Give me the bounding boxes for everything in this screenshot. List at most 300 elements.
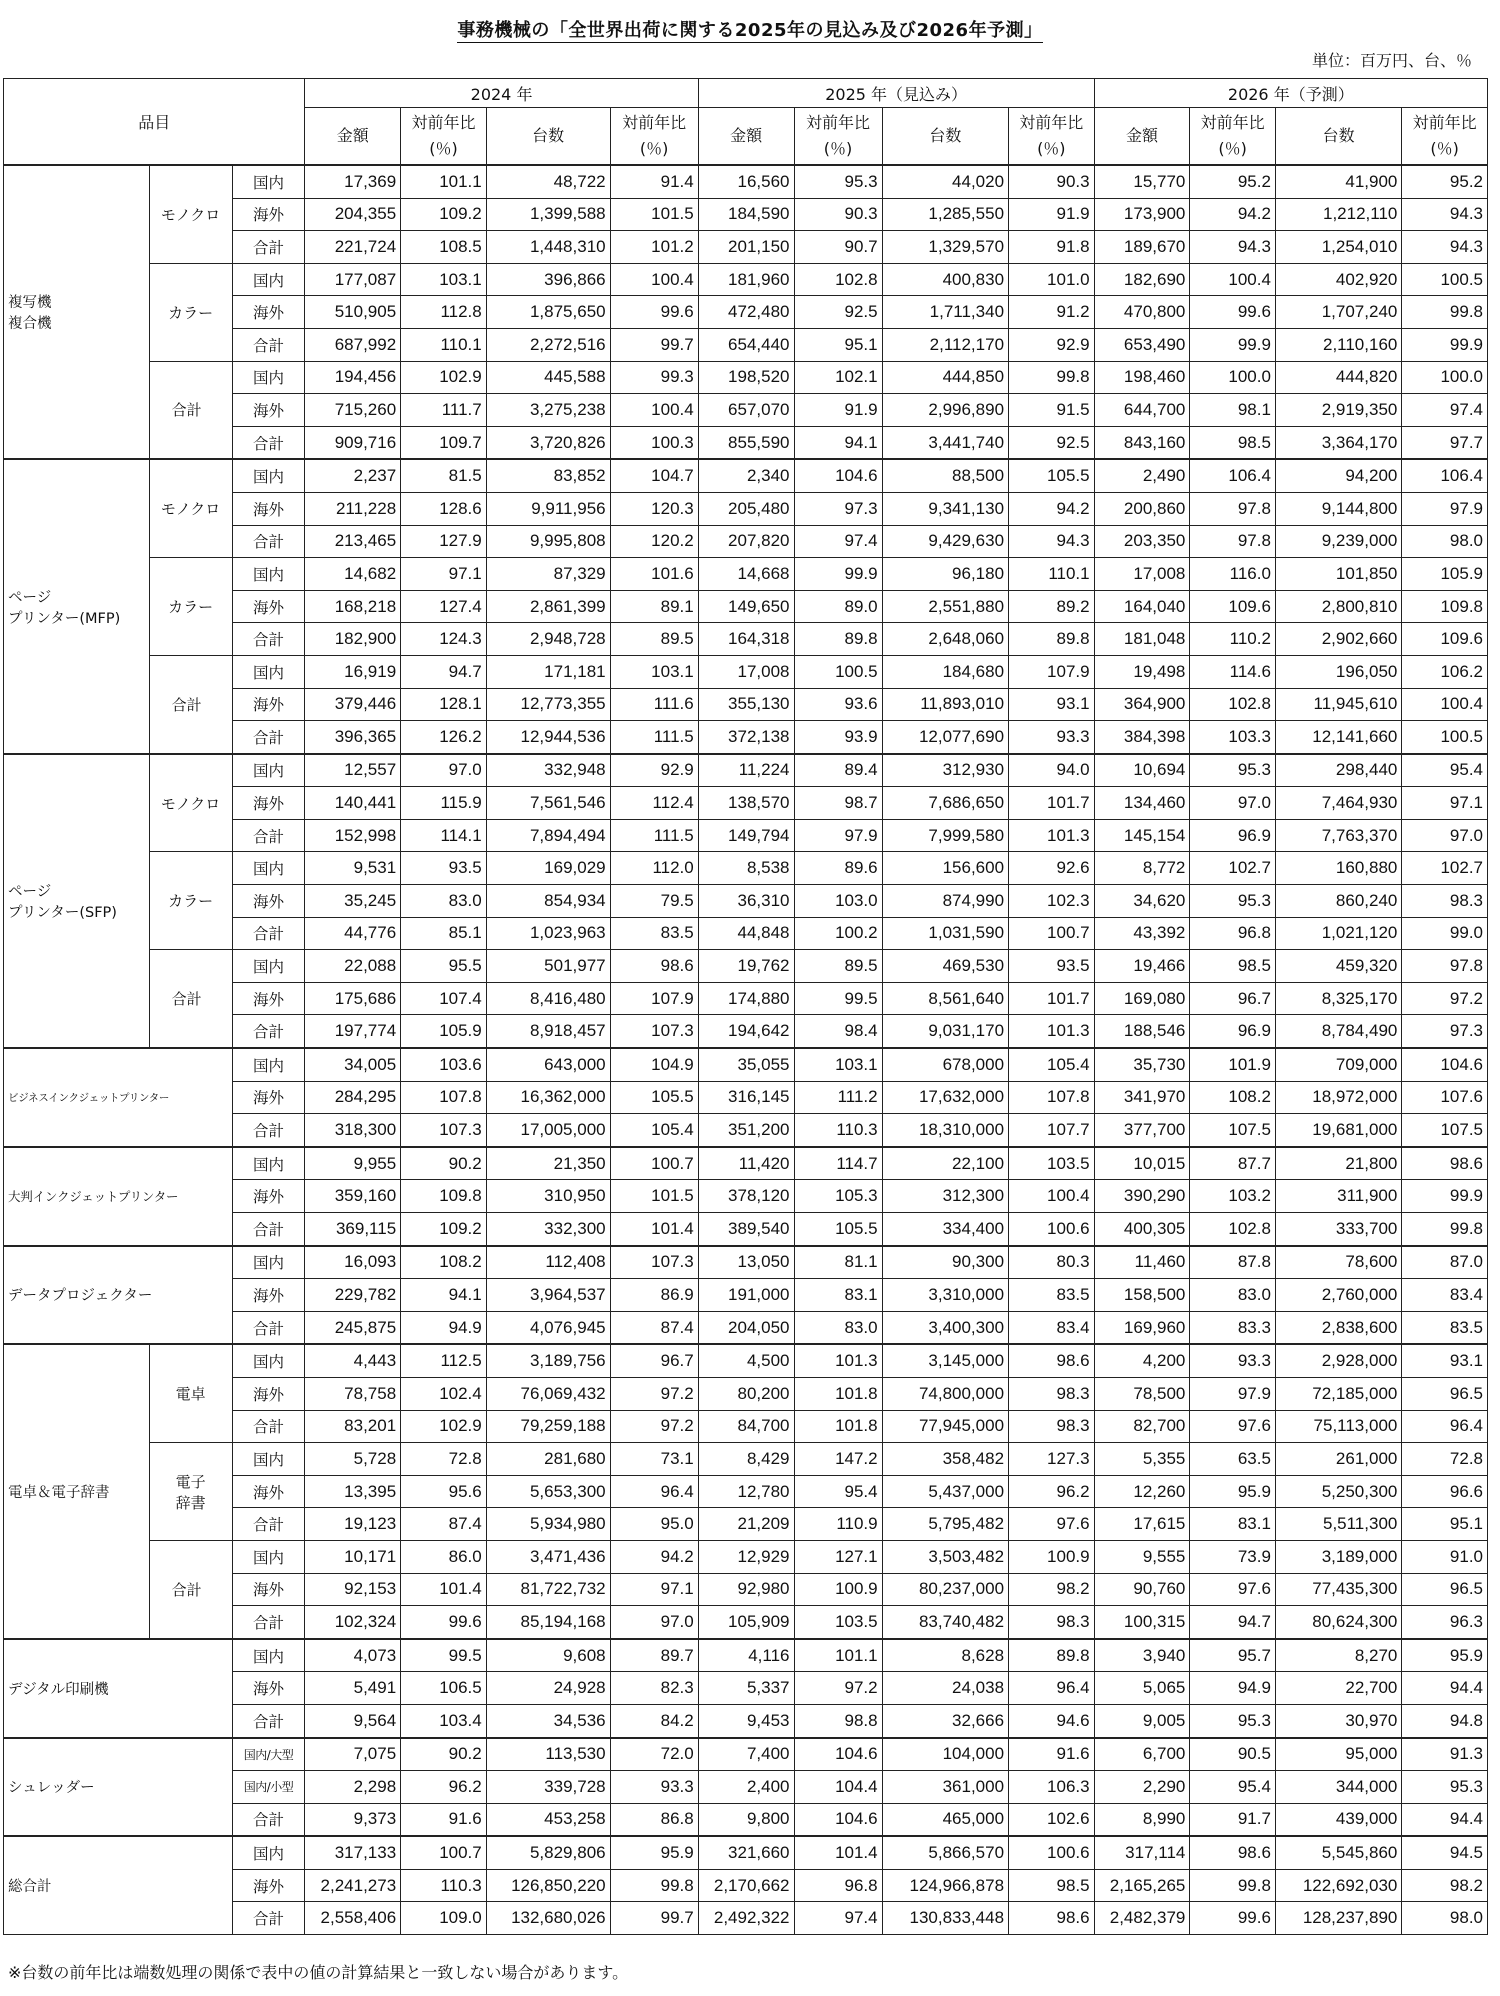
subcategory-label: カラー xyxy=(149,558,232,656)
value-cell: 19,681,000 xyxy=(1275,1114,1401,1147)
product-name: 複写機 複合機 xyxy=(4,165,150,459)
value-cell: 5,795,482 xyxy=(882,1508,1008,1541)
yoy-cell: 98.3 xyxy=(1402,885,1488,918)
yoy-cell: 94.6 xyxy=(1009,1704,1095,1737)
value-cell: 8,918,457 xyxy=(486,1015,610,1048)
value-cell: 7,686,650 xyxy=(882,787,1008,820)
value-cell: 35,245 xyxy=(305,885,401,918)
yoy-cell: 102.4 xyxy=(401,1377,487,1410)
value-cell: 11,945,610 xyxy=(1275,688,1401,721)
region-label: 国内 xyxy=(232,1540,305,1573)
value-cell: 245,875 xyxy=(305,1311,401,1344)
yoy-cell: 73.9 xyxy=(1190,1540,1276,1573)
value-cell: 74,800,000 xyxy=(882,1377,1008,1410)
region-label: 国内/小型 xyxy=(232,1771,305,1804)
region-label: 合計 xyxy=(232,917,305,950)
yoy-cell: 84.2 xyxy=(610,1704,698,1737)
value-cell: 369,115 xyxy=(305,1213,401,1246)
footnote: ※台数の前年比は端数処理の関係で表中の値の計算結果と一致しない場合があります。 xyxy=(8,1963,629,1982)
yoy-cell: 87.0 xyxy=(1402,1246,1488,1279)
product-name: ページ プリンター(SFP) xyxy=(4,754,150,1048)
year-header-2026: 2026 年（予測） xyxy=(1094,79,1487,108)
value-cell: 316,145 xyxy=(698,1081,794,1114)
value-cell: 396,365 xyxy=(305,721,401,754)
value-cell: 372,138 xyxy=(698,721,794,754)
value-cell: 182,900 xyxy=(305,623,401,656)
value-cell: 2,112,170 xyxy=(882,328,1008,361)
yoy-cell: 103.6 xyxy=(401,1048,487,1081)
value-cell: 156,600 xyxy=(882,852,1008,885)
value-cell: 204,050 xyxy=(698,1311,794,1344)
value-cell: 173,900 xyxy=(1094,198,1190,231)
region-label: 合計 xyxy=(232,1803,305,1836)
value-cell: 8,416,480 xyxy=(486,982,610,1015)
yoy-cell: 97.1 xyxy=(1402,787,1488,820)
value-cell: 2,996,890 xyxy=(882,394,1008,427)
table-row xyxy=(4,1836,1488,1869)
value-cell: 34,620 xyxy=(1094,885,1190,918)
yoy-header xyxy=(610,108,698,166)
yoy-cell: 98.3 xyxy=(1009,1410,1095,1443)
yoy-cell: 96.3 xyxy=(1402,1606,1488,1639)
value-cell: 77,435,300 xyxy=(1275,1573,1401,1606)
yoy-cell: 96.5 xyxy=(1402,1377,1488,1410)
yoy-cell: 94.7 xyxy=(1190,1606,1276,1639)
product-name: データプロジェクター xyxy=(4,1246,233,1345)
yoy-cell: 98.2 xyxy=(1402,1869,1488,1902)
value-cell: 5,355 xyxy=(1094,1443,1190,1476)
value-cell: 181,960 xyxy=(698,263,794,296)
value-cell: 13,395 xyxy=(305,1475,401,1508)
yoy-cell: 109.6 xyxy=(1402,623,1488,656)
value-cell: 32,666 xyxy=(882,1704,1008,1737)
region-label: 合計 xyxy=(232,721,305,754)
value-cell: 7,400 xyxy=(698,1738,794,1771)
yoy-cell: 94.2 xyxy=(1009,492,1095,525)
yoy-cell: 102.7 xyxy=(1402,852,1488,885)
yoy-cell: 100.0 xyxy=(1402,361,1488,394)
yoy-cell: 83.0 xyxy=(401,885,487,918)
item-header: 品目 xyxy=(4,79,305,166)
value-cell: 341,970 xyxy=(1094,1081,1190,1114)
value-cell: 400,305 xyxy=(1094,1213,1190,1246)
yoy-cell: 89.4 xyxy=(794,754,882,787)
value-cell: 2,838,600 xyxy=(1275,1311,1401,1344)
value-cell: 281,680 xyxy=(486,1443,610,1476)
value-cell: 359,160 xyxy=(305,1180,401,1213)
value-cell: 860,240 xyxy=(1275,885,1401,918)
value-cell: 158,500 xyxy=(1094,1279,1190,1312)
value-cell: 75,113,000 xyxy=(1275,1410,1401,1443)
value-cell: 3,471,436 xyxy=(486,1540,610,1573)
value-cell: 4,073 xyxy=(305,1639,401,1672)
yoy-cell: 99.5 xyxy=(794,982,882,1015)
value-cell: 21,350 xyxy=(486,1147,610,1180)
value-cell: 171,181 xyxy=(486,655,610,688)
region-label: 合計 xyxy=(232,426,305,459)
yoy-cell: 106.2 xyxy=(1402,655,1488,688)
yoy-cell: 103.1 xyxy=(401,263,487,296)
region-label: 海外 xyxy=(232,787,305,820)
yoy-cell: 94.2 xyxy=(610,1540,698,1573)
yoy-cell: 105.4 xyxy=(1009,1048,1095,1081)
yoy-cell: 83.1 xyxy=(1190,1508,1276,1541)
yoy-cell: 99.8 xyxy=(610,1869,698,1902)
yoy-cell: 98.6 xyxy=(1009,1344,1095,1377)
value-cell: 2,482,379 xyxy=(1094,1902,1190,1935)
yoy-cell: 100.4 xyxy=(610,394,698,427)
value-cell: 2,165,265 xyxy=(1094,1869,1190,1902)
value-cell: 2,170,662 xyxy=(698,1869,794,1902)
value-cell: 5,866,570 xyxy=(882,1836,1008,1869)
yoy-cell: 97.2 xyxy=(610,1377,698,1410)
yoy-cell: 101.5 xyxy=(610,198,698,231)
value-cell: 203,350 xyxy=(1094,525,1190,558)
yoy-header xyxy=(1402,108,1488,166)
value-cell: 8,990 xyxy=(1094,1803,1190,1836)
header-row-years xyxy=(4,79,1488,108)
yoy-cell: 94.9 xyxy=(401,1311,487,1344)
yoy-cell: 97.2 xyxy=(610,1410,698,1443)
yoy-cell: 105.5 xyxy=(1009,459,1095,492)
product-name: ビジネスインクジェットプリンター xyxy=(4,1048,233,1147)
yoy-cell: 104.4 xyxy=(794,1771,882,1804)
yoy-cell: 83.4 xyxy=(1402,1279,1488,1312)
yoy-cell: 73.1 xyxy=(610,1443,698,1476)
value-cell: 8,772 xyxy=(1094,852,1190,885)
yoy-cell: 98.0 xyxy=(1402,525,1488,558)
value-cell: 169,080 xyxy=(1094,982,1190,1015)
yoy-cell: 83.3 xyxy=(1190,1311,1276,1344)
yoy-cell: 99.9 xyxy=(1190,328,1276,361)
value-cell: 358,482 xyxy=(882,1443,1008,1476)
yoy-cell: 110.3 xyxy=(794,1114,882,1147)
yoy-cell: 99.7 xyxy=(610,328,698,361)
yoy-cell: 100.4 xyxy=(1190,263,1276,296)
region-label: 国内 xyxy=(232,1443,305,1476)
table-row xyxy=(4,655,1488,688)
yoy-cell: 105.5 xyxy=(610,1081,698,1114)
value-cell: 126,850,220 xyxy=(486,1869,610,1902)
value-cell: 469,530 xyxy=(882,950,1008,983)
yoy-cell: 109.6 xyxy=(1190,590,1276,623)
yoy-cell: 94.4 xyxy=(1402,1672,1488,1705)
value-cell: 5,437,000 xyxy=(882,1475,1008,1508)
yoy-cell: 120.2 xyxy=(610,525,698,558)
value-cell: 400,830 xyxy=(882,263,1008,296)
value-cell: 194,456 xyxy=(305,361,401,394)
value-cell: 189,670 xyxy=(1094,231,1190,264)
value-cell: 16,919 xyxy=(305,655,401,688)
value-cell: 128,237,890 xyxy=(1275,1902,1401,1935)
yoy-cell: 110.3 xyxy=(401,1869,487,1902)
value-cell: 2,298 xyxy=(305,1771,401,1804)
value-cell: 181,048 xyxy=(1094,623,1190,656)
value-cell: 361,000 xyxy=(882,1771,1008,1804)
table-row xyxy=(4,361,1488,394)
value-cell: 19,498 xyxy=(1094,655,1190,688)
yoy-cell: 100.6 xyxy=(1009,1213,1095,1246)
region-label: 合計 xyxy=(232,1213,305,1246)
subcategory-label: カラー xyxy=(149,852,232,950)
value-cell: 9,955 xyxy=(305,1147,401,1180)
yoy-cell: 101.1 xyxy=(794,1639,882,1672)
value-cell: 18,310,000 xyxy=(882,1114,1008,1147)
yoy-cell: 95.4 xyxy=(1190,1771,1276,1804)
value-cell: 9,555 xyxy=(1094,1540,1190,1573)
value-cell: 310,950 xyxy=(486,1180,610,1213)
value-cell: 317,114 xyxy=(1094,1836,1190,1869)
yoy-cell: 111.5 xyxy=(610,721,698,754)
yoy-cell: 87.7 xyxy=(1190,1147,1276,1180)
yoy-cell: 87.8 xyxy=(1190,1246,1276,1279)
value-cell: 9,608 xyxy=(486,1639,610,1672)
yoy-cell: 102.9 xyxy=(401,1410,487,1443)
yoy-cell: 79.5 xyxy=(610,885,698,918)
yoy-cell: 83.4 xyxy=(1009,1311,1095,1344)
value-cell: 15,770 xyxy=(1094,165,1190,198)
yoy-cell: 95.5 xyxy=(401,950,487,983)
value-cell: 24,038 xyxy=(882,1672,1008,1705)
table-row xyxy=(4,950,1488,983)
value-cell: 3,441,740 xyxy=(882,426,1008,459)
value-cell: 207,820 xyxy=(698,525,794,558)
value-cell: 9,453 xyxy=(698,1704,794,1737)
yoy-cell: 124.3 xyxy=(401,623,487,656)
region-label: 海外 xyxy=(232,1672,305,1705)
yoy-cell: 100.5 xyxy=(1402,721,1488,754)
yoy-cell: 112.0 xyxy=(610,852,698,885)
value-cell: 318,300 xyxy=(305,1114,401,1147)
table-row xyxy=(4,459,1488,492)
yoy-cell: 107.9 xyxy=(1009,655,1095,688)
yoy-label: 対前年比 xyxy=(806,113,871,132)
yoy-cell: 83.5 xyxy=(610,917,698,950)
yoy-cell: 107.6 xyxy=(1402,1081,1488,1114)
yoy-cell: 147.2 xyxy=(794,1443,882,1476)
yoy-cell: 95.4 xyxy=(1402,754,1488,787)
region-label: 合計 xyxy=(232,231,305,264)
yoy-cell: 90.7 xyxy=(794,231,882,264)
value-cell: 2,241,273 xyxy=(305,1869,401,1902)
yoy-cell: 97.4 xyxy=(794,525,882,558)
yoy-cell: 93.5 xyxy=(1009,950,1095,983)
yoy-cell: 107.8 xyxy=(1009,1081,1095,1114)
yoy-cell: 91.5 xyxy=(1009,394,1095,427)
value-cell: 2,551,880 xyxy=(882,590,1008,623)
region-label: 国内 xyxy=(232,558,305,591)
yoy-cell: 94.0 xyxy=(1009,754,1095,787)
value-cell: 396,866 xyxy=(486,263,610,296)
value-cell: 2,800,810 xyxy=(1275,590,1401,623)
yoy-cell: 98.3 xyxy=(1009,1606,1095,1639)
yoy-cell: 95.1 xyxy=(794,328,882,361)
yoy-cell: 99.3 xyxy=(610,361,698,394)
yoy-cell: 105.9 xyxy=(1402,558,1488,591)
table-row xyxy=(4,165,1488,198)
yoy-cell: 97.7 xyxy=(1402,426,1488,459)
yoy-cell: 97.4 xyxy=(1402,394,1488,427)
value-cell: 444,820 xyxy=(1275,361,1401,394)
value-cell: 24,928 xyxy=(486,1672,610,1705)
table-row xyxy=(4,1443,1488,1476)
value-cell: 2,400 xyxy=(698,1771,794,1804)
value-cell: 3,964,537 xyxy=(486,1279,610,1312)
value-cell: 1,023,963 xyxy=(486,917,610,950)
yoy-cell: 98.3 xyxy=(1009,1377,1095,1410)
yoy-cell: 105.4 xyxy=(610,1114,698,1147)
yoy-cell: 90.3 xyxy=(1009,165,1095,198)
yoy-cell: 99.0 xyxy=(1402,917,1488,950)
value-cell: 1,254,010 xyxy=(1275,231,1401,264)
value-cell: 102,324 xyxy=(305,1606,401,1639)
value-cell: 113,530 xyxy=(486,1738,610,1771)
yoy-cell: 97.3 xyxy=(794,492,882,525)
region-label: 海外 xyxy=(232,394,305,427)
region-label: 国内 xyxy=(232,263,305,296)
region-label: 海外 xyxy=(232,1180,305,1213)
yoy-cell: 96.4 xyxy=(1009,1672,1095,1705)
value-cell: 389,540 xyxy=(698,1213,794,1246)
value-cell: 843,160 xyxy=(1094,426,1190,459)
value-cell: 169,029 xyxy=(486,852,610,885)
value-cell: 17,369 xyxy=(305,165,401,198)
value-cell: 7,464,930 xyxy=(1275,787,1401,820)
value-cell: 3,364,170 xyxy=(1275,426,1401,459)
value-cell: 78,600 xyxy=(1275,1246,1401,1279)
yoy-cell: 104.6 xyxy=(794,459,882,492)
yoy-cell: 86.8 xyxy=(610,1803,698,1836)
yoy-cell: 97.8 xyxy=(1190,525,1276,558)
value-cell: 205,480 xyxy=(698,492,794,525)
yoy-cell: 99.7 xyxy=(610,1902,698,1935)
value-cell: 21,209 xyxy=(698,1508,794,1541)
value-cell: 284,295 xyxy=(305,1081,401,1114)
unit-label: 単位：百万円、台、％ xyxy=(1311,51,1472,70)
product-name: 総合計 xyxy=(4,1836,233,1934)
value-cell: 90,760 xyxy=(1094,1573,1190,1606)
value-cell: 5,653,300 xyxy=(486,1475,610,1508)
yoy-cell: 89.2 xyxy=(1009,590,1095,623)
region-label: 海外 xyxy=(232,1869,305,1902)
value-cell: 9,995,808 xyxy=(486,525,610,558)
yoy-label: 対前年比 xyxy=(1412,113,1477,132)
percent-label: (％) xyxy=(639,139,669,158)
region-label: 海外 xyxy=(232,982,305,1015)
value-cell: 1,031,590 xyxy=(882,917,1008,950)
yoy-cell: 107.9 xyxy=(610,982,698,1015)
region-label: 海外 xyxy=(232,688,305,721)
value-cell: 101,850 xyxy=(1275,558,1401,591)
value-cell: 112,408 xyxy=(486,1246,610,1279)
yoy-cell: 102.1 xyxy=(794,361,882,394)
yoy-cell: 94.7 xyxy=(401,655,487,688)
value-cell: 81,722,732 xyxy=(486,1573,610,1606)
value-cell: 5,491 xyxy=(305,1672,401,1705)
yoy-cell: 98.7 xyxy=(794,787,882,820)
yoy-cell: 104.9 xyxy=(610,1048,698,1081)
value-cell: 21,800 xyxy=(1275,1147,1401,1180)
yoy-cell: 99.6 xyxy=(1190,1902,1276,1935)
yoy-cell: 99.6 xyxy=(610,296,698,329)
value-cell: 9,005 xyxy=(1094,1704,1190,1737)
region-label: 合計 xyxy=(232,1902,305,1935)
value-cell: 19,123 xyxy=(305,1508,401,1541)
yoy-cell: 101.8 xyxy=(794,1377,882,1410)
region-label: 合計 xyxy=(232,819,305,852)
value-cell: 10,694 xyxy=(1094,754,1190,787)
value-cell: 78,758 xyxy=(305,1377,401,1410)
yoy-cell: 83.5 xyxy=(1402,1311,1488,1344)
value-cell: 465,000 xyxy=(882,1803,1008,1836)
value-cell: 8,270 xyxy=(1275,1639,1401,1672)
yoy-cell: 104.6 xyxy=(1402,1048,1488,1081)
yoy-cell: 97.0 xyxy=(610,1606,698,1639)
subcategory-label: カラー xyxy=(149,263,232,361)
value-cell: 122,692,030 xyxy=(1275,1869,1401,1902)
yoy-cell: 101.4 xyxy=(401,1573,487,1606)
value-cell: 1,448,310 xyxy=(486,231,610,264)
value-cell: 13,050 xyxy=(698,1246,794,1279)
yoy-cell: 109.2 xyxy=(401,198,487,231)
value-cell: 17,008 xyxy=(1094,558,1190,591)
table-row xyxy=(4,1048,1488,1081)
yoy-cell: 95.4 xyxy=(794,1475,882,1508)
yoy-cell: 99.8 xyxy=(1402,296,1488,329)
yoy-cell: 98.6 xyxy=(1402,1147,1488,1180)
region-label: 海外 xyxy=(232,296,305,329)
yoy-cell: 101.6 xyxy=(610,558,698,591)
value-cell: 644,700 xyxy=(1094,394,1190,427)
yoy-cell: 111.7 xyxy=(401,394,487,427)
value-cell: 1,875,650 xyxy=(486,296,610,329)
yoy-cell: 104.6 xyxy=(794,1738,882,1771)
yoy-cell: 107.3 xyxy=(610,1015,698,1048)
yoy-cell: 98.5 xyxy=(1190,426,1276,459)
value-cell: 7,763,370 xyxy=(1275,819,1401,852)
value-cell: 2,919,350 xyxy=(1275,394,1401,427)
region-label: 合計 xyxy=(232,1508,305,1541)
region-label: 国内 xyxy=(232,1048,305,1081)
region-label: 合計 xyxy=(232,328,305,361)
yoy-cell: 103.2 xyxy=(1190,1180,1276,1213)
value-cell: 3,145,000 xyxy=(882,1344,1008,1377)
value-cell: 182,690 xyxy=(1094,263,1190,296)
yoy-cell: 112.4 xyxy=(610,787,698,820)
value-cell: 339,728 xyxy=(486,1771,610,1804)
yoy-cell: 100.4 xyxy=(610,263,698,296)
value-cell: 138,570 xyxy=(698,787,794,820)
value-cell: 351,200 xyxy=(698,1114,794,1147)
value-cell: 19,762 xyxy=(698,950,794,983)
value-cell: 80,624,300 xyxy=(1275,1606,1401,1639)
yoy-cell: 102.8 xyxy=(1190,1213,1276,1246)
yoy-cell: 97.0 xyxy=(1190,787,1276,820)
value-cell: 177,087 xyxy=(305,263,401,296)
yoy-cell: 91.8 xyxy=(1009,231,1095,264)
yoy-cell: 101.8 xyxy=(794,1410,882,1443)
value-cell: 2,928,000 xyxy=(1275,1344,1401,1377)
value-cell: 4,200 xyxy=(1094,1344,1190,1377)
yoy-cell: 92.9 xyxy=(1009,328,1095,361)
value-cell: 5,337 xyxy=(698,1672,794,1705)
value-cell: 11,420 xyxy=(698,1147,794,1180)
yoy-cell: 128.1 xyxy=(401,688,487,721)
yoy-cell: 89.8 xyxy=(794,623,882,656)
table-row xyxy=(4,558,1488,591)
yoy-cell: 94.1 xyxy=(794,426,882,459)
yoy-cell: 98.6 xyxy=(610,950,698,983)
